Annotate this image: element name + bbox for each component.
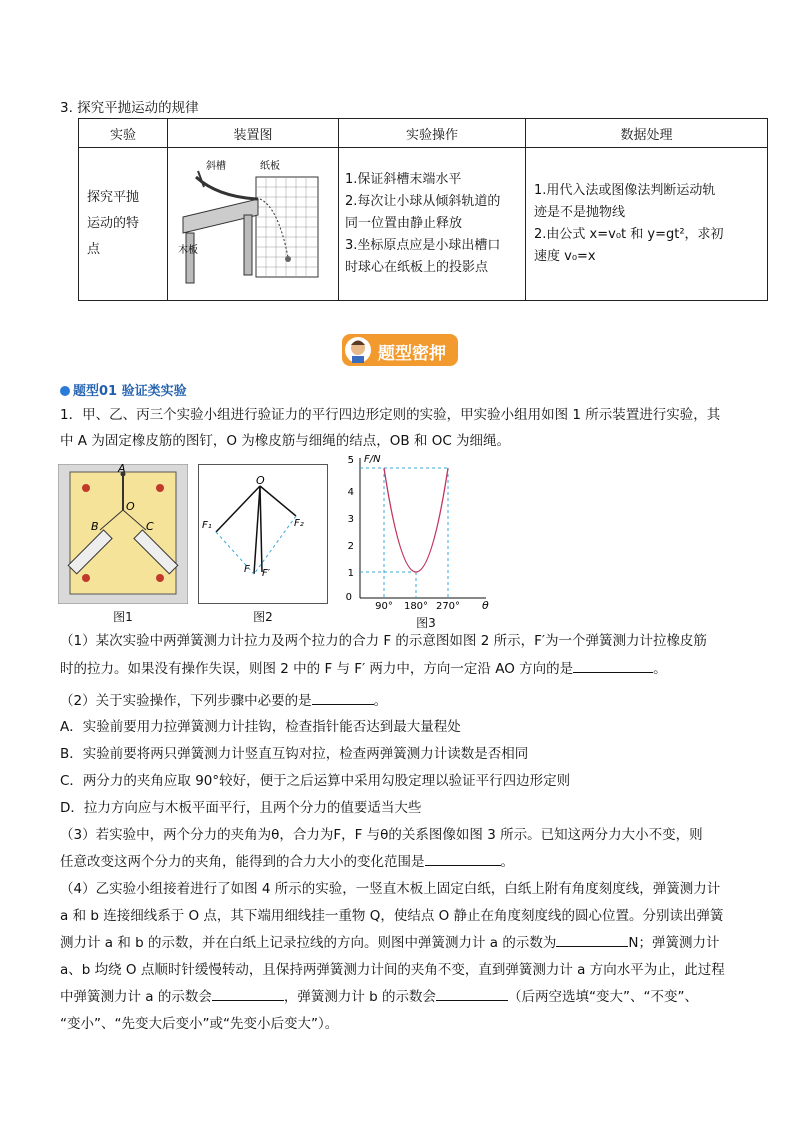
fig1-caption: 图1 — [113, 610, 133, 624]
figure-3 — [336, 452, 496, 630]
svg-text:3: 3 — [347, 514, 354, 525]
svg-text:F′: F′ — [262, 568, 271, 579]
section-title: 3. 探究平抛运动的规律 — [60, 100, 199, 116]
svg-text:O: O — [126, 500, 135, 513]
projectile-apparatus-diagram — [178, 157, 328, 287]
table-row — [79, 148, 768, 301]
label-board: 木板 — [178, 245, 198, 256]
option-b: B．实验前要将两只弹簧测力计竖直互钩对拉，检查两弹簧测力计读数是否相同 — [60, 746, 529, 762]
fig2-caption: 图2 — [253, 610, 273, 624]
svg-text:F/N: F/N — [364, 454, 381, 465]
fig3-caption: 图3 — [416, 616, 436, 630]
q1-sub3-line1: （3）若实验中，两个分力的夹角为θ，合力为F，F 与θ的关系图像如图 3 所示。已知这两分力大小不变，则 — [60, 827, 703, 843]
svg-text:C: C — [146, 520, 154, 533]
option-c: C．两分力的夹角应取 90°较好，便于之后运算中采用勾股定理以验证平行四边形定则 — [60, 773, 571, 789]
table-header-row — [79, 119, 768, 148]
answer-blank[interactable] — [425, 851, 501, 866]
q1-sub4-line6: “变小”、“先变大后变小”或“先变小后变大”）。 — [60, 1016, 339, 1032]
table-header: 实验 — [79, 119, 168, 148]
section-banner — [340, 330, 460, 370]
operations-cell: 1.保证斜槽末端水平 2.每次让小球从倾斜轨道的 同一位置由静止释放 3.坐标原点应是小球出槽口 时球心在纸板上的投影点 — [339, 148, 526, 301]
data-processing-cell: 1.用代入法或图像法判断运动轨 迹是不是抛物线 2.由公式 x=v₀t 和 y=gt²，求初 速度 v₀=x — [526, 148, 768, 301]
fig2-force-diagram — [198, 464, 328, 604]
label-chute: 斜槽 — [206, 161, 226, 172]
svg-text:2: 2 — [347, 541, 354, 552]
svg-text:θ: θ — [482, 599, 489, 610]
answer-blank[interactable] — [312, 690, 374, 705]
fig1-board-diagram — [58, 464, 188, 604]
svg-text:0: 0 — [345, 592, 352, 603]
experiment-table — [78, 118, 768, 301]
svg-text:F: F — [244, 564, 250, 575]
experiment-name-cell: 探究平抛 运动的特 点 — [79, 148, 168, 301]
answer-blank[interactable] — [556, 932, 628, 947]
svg-text:B: B — [91, 520, 99, 533]
table-header: 数据处理 — [526, 119, 768, 148]
svg-text:5: 5 — [347, 455, 354, 466]
figure-2 — [198, 464, 328, 624]
svg-text:F₁: F₁ — [202, 520, 212, 531]
q1-sub3-line2: 任意改变这两个分力的夹角，能得到的合力大小的变化范围是 。 — [60, 849, 750, 875]
answer-blank[interactable] — [436, 986, 508, 1001]
svg-text:270°: 270° — [435, 601, 461, 610]
q1-sub2: （2）关于实验操作，下列步骤中必要的是 。 — [60, 688, 750, 714]
option-a: A．实验前要用力拉弹簧测力计挂钩，检查指针能否达到最大量程处 — [60, 719, 461, 735]
q1-sub4-line1: （4）乙实验小组接着进行了如图 4 所示的实验，一竖直木板上固定白纸，白纸上附有角度刻度线，弹簧测力计 — [60, 881, 721, 897]
bullet-icon — [60, 386, 70, 396]
option-d: D．拉力方向应与木板平面平行，且两个分力的值要适当大些 — [60, 800, 422, 816]
table-header: 装置图 — [168, 119, 339, 148]
fig3-graph — [336, 452, 496, 610]
svg-text:1: 1 — [347, 568, 354, 579]
svg-text:4: 4 — [347, 487, 354, 498]
q1-sub1-line1: （1）某次实验中两弹簧测力计拉力及两个拉力的合力 F 的示意图如图 2 所示，F′为一个弹簧测力计拉橡皮筋 — [60, 633, 707, 649]
q1-sub4-line3: 测力计 a 和 b 的示数，并在白纸上记录拉线的方向。则图中弹簧测力计 a 的示数为 N；弹簧测力计 — [60, 930, 750, 956]
label-paper: 纸板 — [260, 161, 280, 172]
q1-intro-line2: 中 A 为固定橡皮筋的图钉，O 为橡皮筋与细绳的结点，OB 和 OC 为细绳。 — [60, 433, 511, 449]
svg-text:90°: 90° — [375, 601, 393, 610]
svg-text:180°: 180° — [403, 601, 429, 610]
figure-1 — [58, 464, 188, 624]
answer-blank[interactable] — [573, 658, 653, 673]
q1-sub4-line2: a 和 b 连接细线系于 O 点，其下端用细线挂一重物 Q，使结点 O 静止在角度刻度线的圆心位置。分别读出弹簧 — [60, 908, 724, 924]
q1-intro-line1: 1．甲、乙、丙三个实验小组进行验证力的平行四边形定则的实验，甲实验小组用如图 1 所示装置进行实验，其 — [60, 407, 721, 423]
question-type-heading: 题型01 验证类实验 — [60, 380, 187, 399]
device-diagram-cell — [168, 148, 339, 301]
svg-text:A: A — [118, 464, 126, 475]
q1-sub1-line2: 时的拉力。如果没有操作失误，则图 2 中的 F 与 F′ 两力中，方向一定沿 AO 方向的是 。 — [60, 656, 750, 682]
q1-sub4-line5: 中弹簧测力计 a 的示数会 ，弹簧测力计 b 的示数会 （后两空选填“变大”、“不变”、 — [60, 984, 750, 1010]
svg-text:O: O — [256, 474, 265, 487]
answer-blank[interactable] — [212, 986, 284, 1001]
banner-label: 题型密押 — [378, 344, 446, 364]
table-header: 实验操作 — [339, 119, 526, 148]
svg-text:F₂: F₂ — [294, 518, 304, 529]
q1-sub4-line4: a、b 均绕 O 点顺时针缓慢转动，且保持两弹簧测力计间的夹角不变，直到弹簧测力计 a 方向水平为止，此过程 — [60, 962, 725, 978]
